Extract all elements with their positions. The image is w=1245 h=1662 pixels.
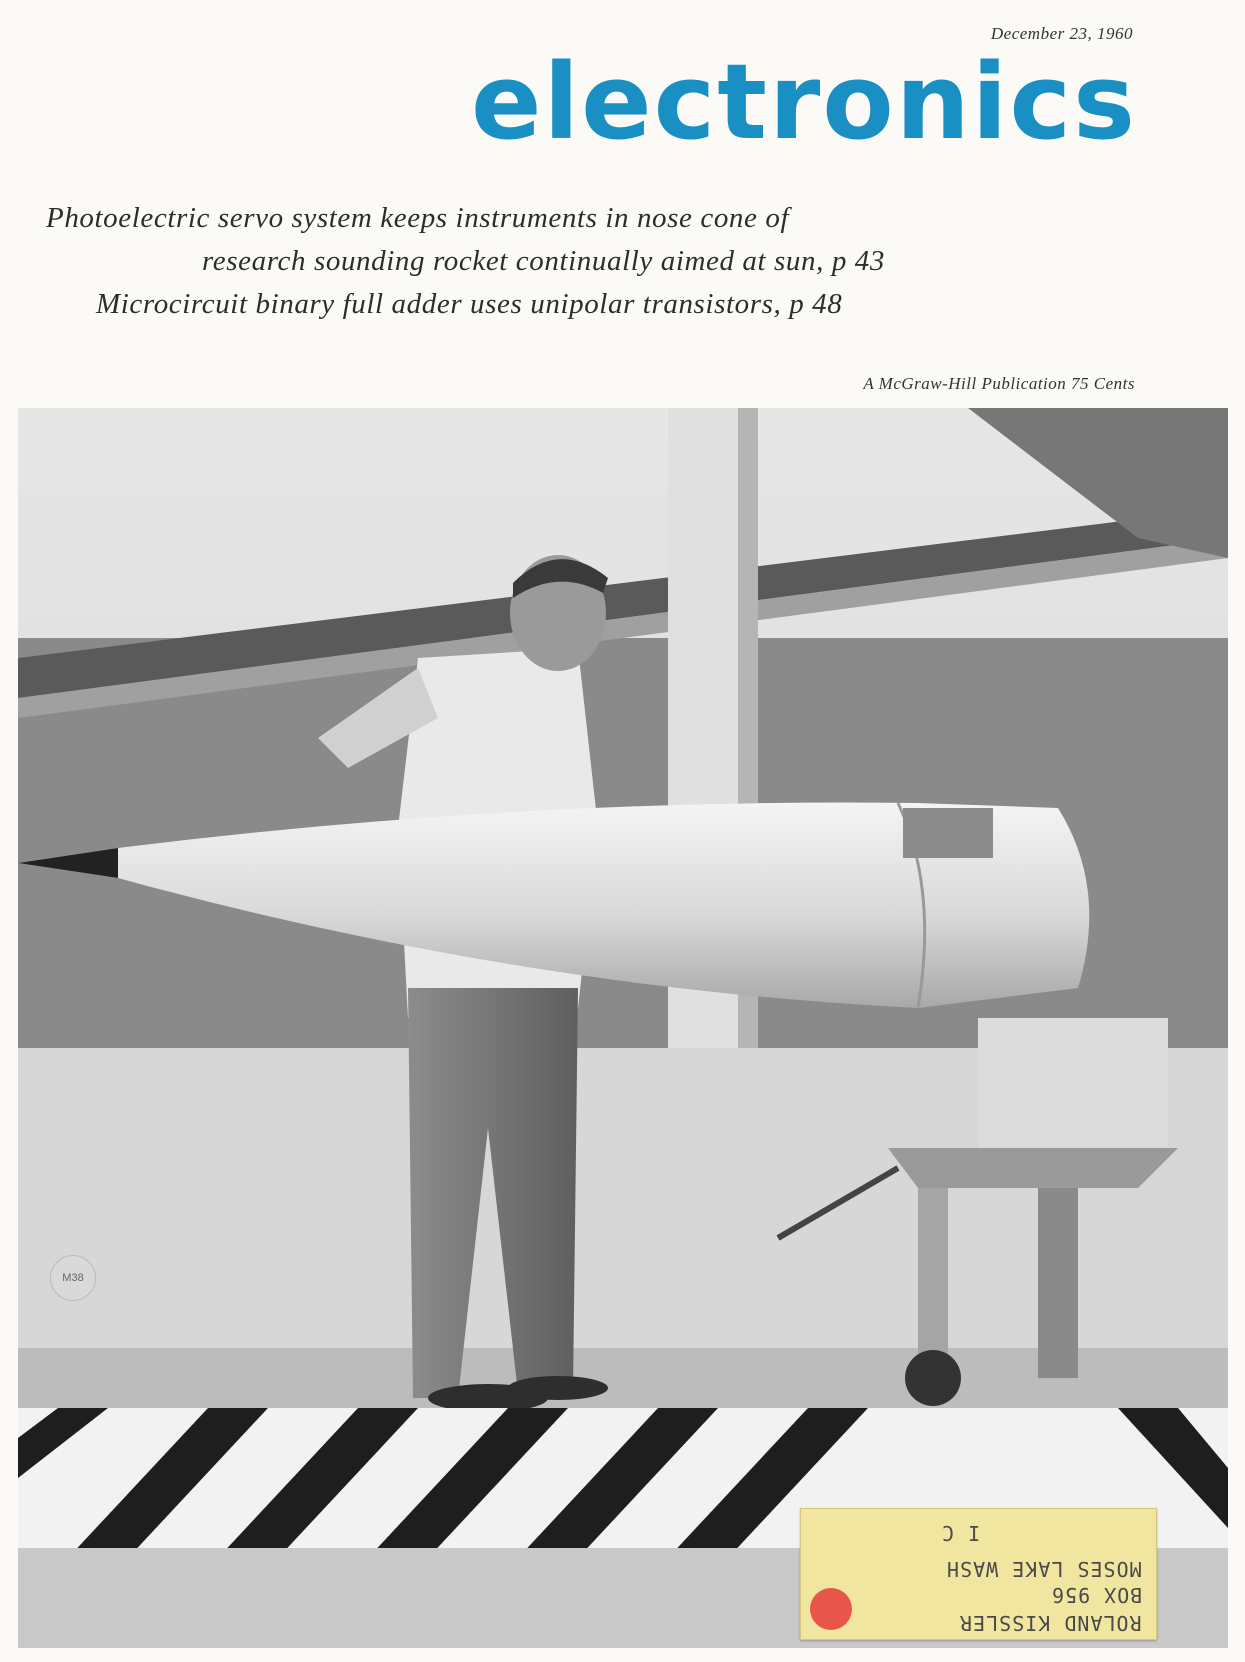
headline-line-1: Photoelectric servo system keeps instruments in nose cone of [46,202,790,234]
mailing-label [800,1508,1157,1640]
headline-line-2: research sounding rocket continually aimed at sun, p 43 [202,245,885,277]
label-line-city: MOSES LAKE WASH [946,1557,1142,1581]
red-sticker [810,1588,852,1630]
publisher-price: A McGraw-Hill Publication 75 Cents [863,374,1135,393]
label-line-box: BOX 956 [1050,1583,1142,1607]
headline-line-3: Microcircuit binary full adder uses unipolar transistors, p 48 [96,288,843,320]
library-mark: M38 [50,1255,96,1301]
cover-date: December 23, 1960 [990,24,1133,43]
masthead-logo: electronics [470,41,1137,163]
label-line-name: ROLAND KISSLER [959,1611,1142,1635]
label-code: I C [941,1521,981,1545]
cover-photo [18,408,1228,1648]
